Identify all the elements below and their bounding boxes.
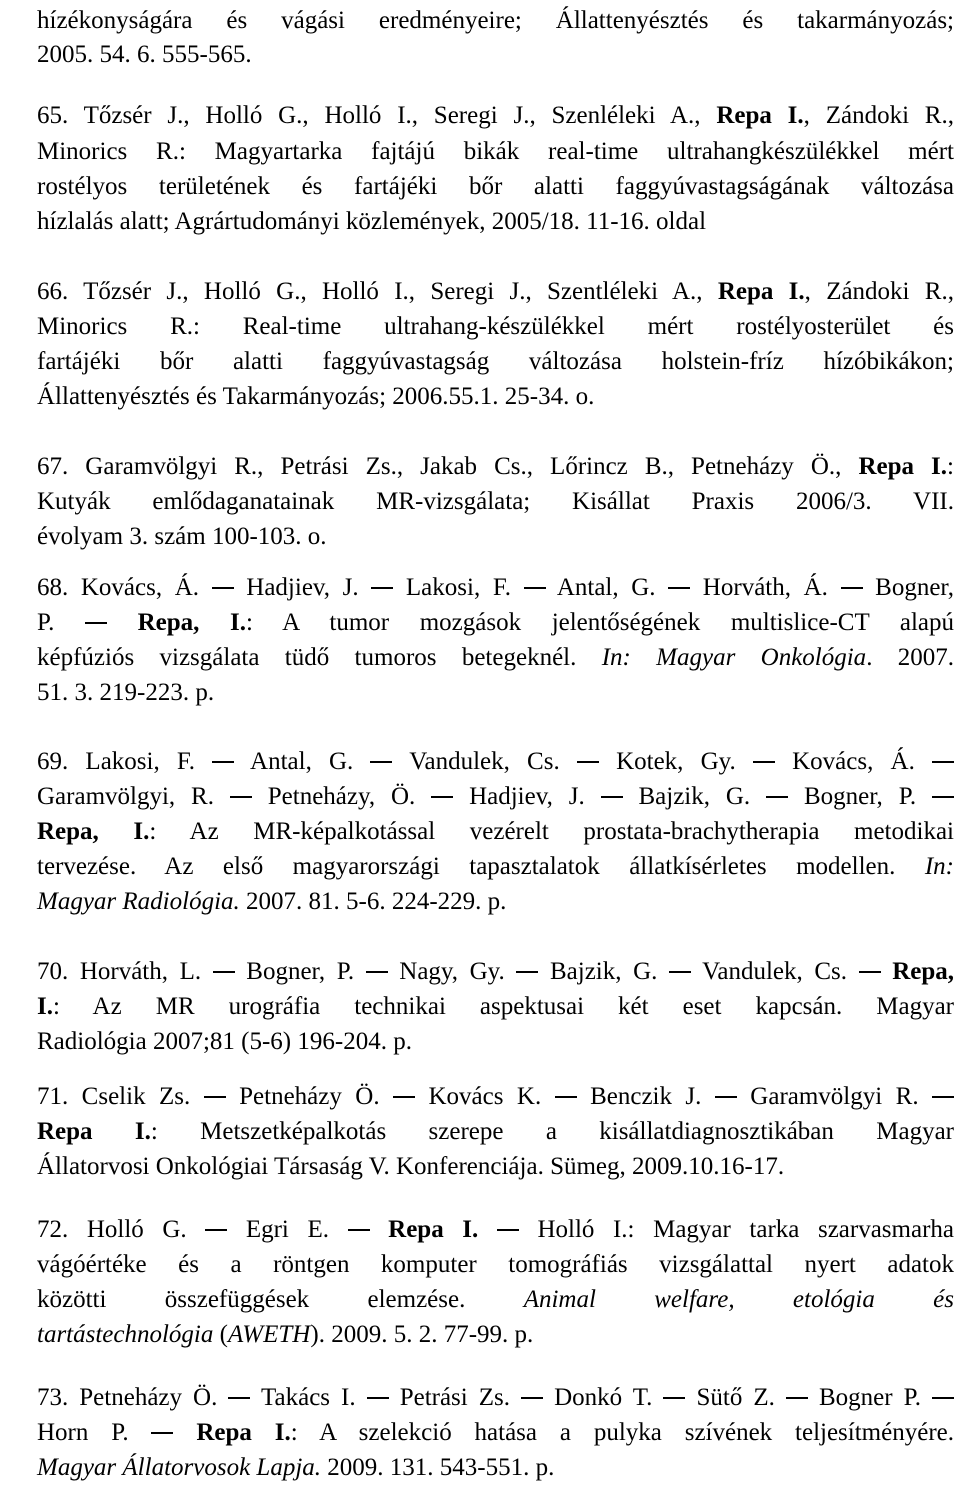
reference-text: Benczik J. <box>576 1083 715 1110</box>
reference-text: : Az MR-képalkotással vezérelt prostata-brachytherapia metodikai <box>149 818 954 845</box>
highlighted-author: I. <box>37 993 53 1020</box>
reference-text: 71. Cselik Zs. <box>37 1083 204 1110</box>
journal-title: Animal welfare, etológia és <box>523 1286 954 1313</box>
reference-text <box>370 1216 389 1243</box>
journal-title: In: <box>924 853 954 880</box>
reference-text <box>478 1216 497 1243</box>
reference-text: 65. Tőzsér J., Holló G., Holló I., Seregi J., Szenléleki A., <box>37 102 717 129</box>
reference-line <box>37 885 954 919</box>
reference-text: : A tumor mozgások jelentőségének multislice-CT alapú <box>245 609 954 636</box>
author-separator-dash <box>932 1096 954 1098</box>
reference-line <box>37 4 954 38</box>
author-separator-dash <box>367 1397 389 1399</box>
highlighted-author: Repa, <box>892 958 954 985</box>
author-separator-dash <box>753 761 775 763</box>
reference-text: Kutyák emlődaganatainak MR-vizsgálata; Kisállat Praxis 2006/3. VII. <box>37 488 954 515</box>
reference-text: Garamvölgyi R. <box>736 1083 932 1110</box>
reference-text: Garamvölgyi, R. <box>37 783 230 810</box>
author-separator-dash <box>230 796 252 798</box>
author-separator-dash <box>663 1397 685 1399</box>
reference-text: Vandulek, Cs. <box>392 748 577 775</box>
highlighted-author: Repa I. <box>858 453 948 480</box>
reference-line <box>37 310 954 344</box>
author-separator-dash <box>669 971 691 973</box>
journal-title: Magyar Radiológia. <box>37 888 240 915</box>
reference-text: Vandulek, Cs. <box>690 958 859 985</box>
reference-text: Bajzik, G. <box>622 783 767 810</box>
journal-title: Magyar Állatorvosok Lapja. <box>37 1454 322 1481</box>
reference-text: Egri E. <box>227 1216 348 1243</box>
reference-line <box>37 1318 954 1352</box>
reference-line <box>37 1025 954 1059</box>
reference-text: Állattenyésztés és Takarmányozás; 2006.55.1. 25-34. o. <box>37 383 595 410</box>
author-separator-dash <box>366 971 388 973</box>
reference-line <box>37 780 954 814</box>
reference-text <box>173 1419 196 1446</box>
highlighted-author: Repa I. <box>716 102 804 129</box>
reference-text: képfúziós vizsgálata tüdő tumoros betegeknél. <box>37 644 602 671</box>
author-separator-dash <box>715 1096 737 1098</box>
reference-text: vágóértéke és a röntgen komputer tomográfiás vizsgálattal nyert adatok <box>37 1251 954 1278</box>
reference-text: Petneházy Ö. <box>225 1083 394 1110</box>
author-separator-dash <box>668 587 690 589</box>
author-separator-dash <box>521 1397 543 1399</box>
reference-line <box>37 745 954 779</box>
author-separator-dash <box>932 761 954 763</box>
reference-text <box>107 609 138 636</box>
reference-text: , Zándoki R., <box>803 102 954 129</box>
reference-text: Petneházy, Ö. <box>251 783 432 810</box>
reference-line <box>37 1283 954 1317</box>
reference-text: Takács I. <box>250 1384 367 1411</box>
reference-text: Nagy, Gy. <box>387 958 517 985</box>
reference-text: Antal, G. <box>234 748 371 775</box>
reference-text: hízlalás alatt; Agrártudományi közlemények, 2005/18. 11-16. oldal <box>37 208 707 235</box>
journal-title: tartástechnológia <box>37 1321 214 1348</box>
reference-text: 73. Petneházy Ö. <box>37 1384 229 1411</box>
reference-line <box>37 1381 954 1415</box>
reference-line <box>37 1416 954 1450</box>
reference-text: Horn P. <box>37 1419 152 1446</box>
reference-line <box>37 450 954 484</box>
author-separator-dash <box>497 1229 519 1231</box>
author-separator-dash <box>213 971 235 973</box>
reference-line <box>37 1213 954 1247</box>
reference-text: 70. Horváth, L. <box>37 958 213 985</box>
author-separator-dash <box>841 587 863 589</box>
reference-text: Kovács, Á. <box>774 748 933 775</box>
author-separator-dash <box>348 1229 370 1231</box>
reference-line <box>37 641 954 675</box>
author-separator-dash <box>393 1096 415 1098</box>
reference-line <box>37 1080 954 1114</box>
reference-text: Horváth, Á. <box>690 574 841 601</box>
reference-text: ). 2009. 5. 2. 77-99. p. <box>310 1321 534 1348</box>
author-separator-dash <box>212 761 234 763</box>
reference-text: hízékonyságára és vágási eredményeire; Állattenyésztés és takarmányozás; <box>37 7 954 34</box>
reference-text: . 2007. <box>866 644 955 671</box>
reference-text: Lakosi, F. <box>393 574 524 601</box>
reference-text: 2007. 81. 5-6. 224-229. p. <box>239 888 507 915</box>
highlighted-author: Repa I. <box>196 1419 291 1446</box>
reference-text: Bogner, P. <box>234 958 366 985</box>
reference-text: rostélyos területének és fartájéki bőr alatti faggyúvastagságának változása <box>37 173 954 200</box>
author-separator-dash <box>370 761 392 763</box>
reference-text: Hadjiev, J. <box>453 783 601 810</box>
author-separator-dash <box>932 796 954 798</box>
reference-line <box>37 606 954 640</box>
author-separator-dash <box>516 971 538 973</box>
reference-text: Antal, G. <box>545 574 669 601</box>
reference-text: közötti összefüggések elemzése. <box>37 1286 524 1313</box>
reference-text: ( <box>213 1321 228 1348</box>
author-separator-dash <box>204 1096 226 1098</box>
author-separator-dash <box>371 587 393 589</box>
reference-text: tervezése. Az első magyarországi tapasztalatok állatkísérletes modellen. <box>37 853 925 880</box>
reference-text: : Az MR urográfia technikai aspektusai két eset kapcsán. Magyar <box>52 993 954 1020</box>
reference-line <box>37 38 954 72</box>
reference-text: : Metszetképalkotás szerepe a kisállatdiagnosztikában Magyar <box>150 1118 954 1145</box>
reference-line <box>37 1248 954 1282</box>
reference-text: 2009. 131. 543-551. p. <box>321 1454 555 1481</box>
reference-line <box>37 1150 954 1184</box>
reference-text: 51. 3. 219-223. p. <box>37 679 215 706</box>
author-separator-dash <box>151 1432 173 1434</box>
author-separator-dash <box>431 796 453 798</box>
highlighted-author: Repa, I. <box>137 609 246 636</box>
reference-text: 2005. 54. 6. 555-565. <box>37 41 252 68</box>
reference-text: Radiológia 2007;81 (5-6) 196-204. p. <box>37 1028 412 1055</box>
author-separator-dash <box>932 1397 954 1399</box>
reference-text: Bogner, <box>862 574 954 601</box>
reference-text: Petrási Zs. <box>388 1384 522 1411</box>
reference-line <box>37 135 954 169</box>
author-separator-dash <box>205 1229 227 1231</box>
reference-line <box>37 990 954 1024</box>
highlighted-author: Repa I. <box>388 1216 479 1243</box>
reference-text: Sütő Z. <box>685 1384 786 1411</box>
reference-text: Minorics R.: Real-time ultrahang-készülékkel mért rostélyosterület és <box>37 313 954 340</box>
reference-line <box>37 99 954 133</box>
reference-text: Kovács K. <box>415 1083 555 1110</box>
reference-text: , Zándoki R., <box>804 278 954 305</box>
author-separator-dash <box>85 622 107 624</box>
author-separator-dash <box>228 1397 250 1399</box>
author-separator-dash <box>766 796 788 798</box>
highlighted-author: Repa I. <box>717 278 805 305</box>
reference-line <box>37 1451 954 1485</box>
reference-line <box>37 850 954 884</box>
reference-text: Bogner, P. <box>788 783 932 810</box>
reference-line <box>37 815 954 849</box>
highlighted-author: Repa I. <box>37 1118 151 1145</box>
reference-text: : <box>947 453 954 480</box>
reference-text: 72. Holló G. <box>37 1216 206 1243</box>
reference-text: 66. Tőzsér J., Holló G., Holló I., Seregi J., Szentléleki A., <box>37 278 718 305</box>
journal-title: In: Magyar Onkológia <box>601 644 867 671</box>
reference-text: Bogner P. <box>807 1384 933 1411</box>
reference-text: Hadjiev, J. <box>233 574 372 601</box>
reference-text: fartájéki bőr alatti faggyúvastagság változása holstein-fríz hízóbikákon; <box>37 348 954 375</box>
author-separator-dash <box>859 971 881 973</box>
reference-text: Állatorvosi Onkológiai Társaság V. Konferenciája. Sümeg, 2009.10.16-17. <box>37 1153 785 1180</box>
reference-text: Minorics R.: Magyartarka fajtájú bikák real-time ultrahangkészülékkel mért <box>37 138 954 165</box>
reference-line <box>37 380 954 414</box>
author-separator-dash <box>786 1397 808 1399</box>
reference-text: 67. Garamvölgyi R., Petrási Zs., Jakab Cs., Lőrincz B., Petneházy Ö., <box>37 453 859 480</box>
reference-text: 68. Kovács, Á. <box>37 574 212 601</box>
reference-text: 69. Lakosi, F. <box>37 748 213 775</box>
reference-text: Bajzik, G. <box>538 958 669 985</box>
highlighted-author: Repa, I. <box>37 818 150 845</box>
author-separator-dash <box>577 761 599 763</box>
reference-line <box>37 275 954 309</box>
reference-line <box>37 1115 954 1149</box>
reference-text: évolyam 3. szám 100-103. o. <box>37 523 327 550</box>
reference-text <box>881 958 893 985</box>
reference-text: Donkó T. <box>543 1384 664 1411</box>
reference-line <box>37 571 954 605</box>
reference-line <box>37 485 954 519</box>
author-separator-dash <box>555 1096 577 1098</box>
reference-line <box>37 955 954 989</box>
reference-line <box>37 345 954 379</box>
author-separator-dash <box>601 796 623 798</box>
author-separator-dash <box>524 587 546 589</box>
reference-text: Holló I.: Magyar tarka szarvasmarha <box>518 1216 954 1243</box>
reference-line <box>37 170 954 204</box>
reference-line <box>37 676 954 710</box>
reference-text: P. <box>37 609 85 636</box>
journal-title: AWETH <box>227 1321 311 1348</box>
author-separator-dash <box>212 587 234 589</box>
reference-text: Kotek, Gy. <box>598 748 753 775</box>
reference-line <box>37 520 954 554</box>
reference-line <box>37 205 954 239</box>
reference-text: : A szelekció hatása a pulyka szívének teljesítményére. <box>290 1419 954 1446</box>
